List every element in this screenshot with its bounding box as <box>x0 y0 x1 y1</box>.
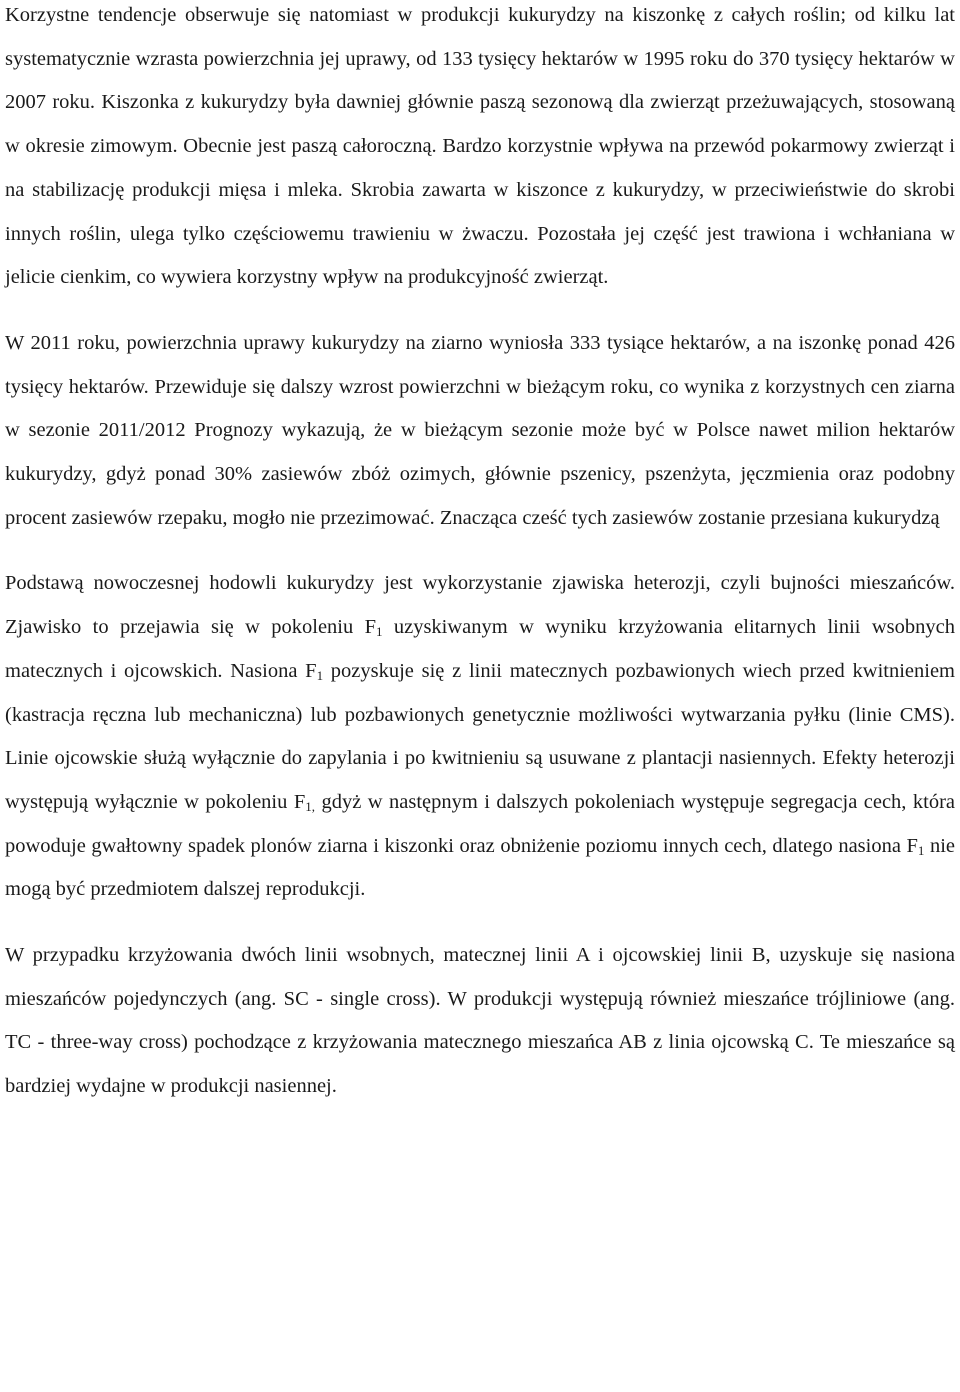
paragraph-text: W 2011 roku, powierzchnia uprawy kukurydzy na ziarno wyniosła 333 tysiące hektarów, a na iszonkę ponad 426 tysięcy hektarów. Przewiduje się dalszy wzrost powierzchni w bieżącym roku, co wynika z korzystnych cen ziarna w sezonie 2011/2012 Prognozy wykazują, że w bieżącym sezonie może być w Polsce nawet milion hektarów kukurydzy, gdyż ponad 30% zasiewów zbóż ozimych, głównie pszenicy, pszenżyta, jęczmienia oraz podobny procent zasiewów rzepaku, mogło nie przezimować. Znacząca cześć tych zasiewów zostanie przesiana kukurydzą <box>5 331 955 529</box>
paragraph-text: Podstawą nowoczesnej hodowli kukurydzy jest wykorzystanie zjawiska heterozji, czyli bujności mieszańców. Zjawisko to przejawia się w pokoleniu F <box>5 572 955 639</box>
subscript-f1: 1, <box>305 798 315 814</box>
paragraph-text: W przypadku krzyżowania dwóch linii wsobnych, matecznej linii A i ojcowskiej linii B, uzyskuje się nasiona mieszańców pojedynczych (ang. SC - single cross). W produkcji występują również mieszańce trójliniowe (ang. TC - three-way cross) pochodzące z krzyżowania matecznego mieszańca AB z linia ojcowską C. Te mieszańce są bardziej wydajne w produkcji nasiennej. <box>5 944 955 1098</box>
paragraph-text: Korzystne tendencje obserwuje się natomiast w produkcji kukurydzy na kiszonkę z całych roślin; od kilku lat systematycznie wzrasta powierzchnia jej uprawy, od 133 tysięcy hektarów w 1995 roku do 370 tysięcy hektarów w 2007 roku. Kiszonka z kukurydzy była dawniej głównie paszą sezonową dla zwierząt przeżuwających, stosowaną w okresie zimowym. Obecnie jest paszą całoroczną. Bardzo korzystnie wpływa na przewód pokarmowy zwierząt i na stabilizację produkcji mięsa i mleka. Skrobia zawarta w kiszonce z kukurydzy, w przeciwieństwie do skrobi innych roślin, ulega tylko częściowemu trawieniu w żwaczu. Pozostała jej część jest trawiona i wchłaniana w jelicie cienkim, co wywiera korzystny wpływ na produkcyjność zwierząt. <box>5 4 955 289</box>
paragraph-text: pozyskuje się z linii matecznych pozbawionych wiech przed kwitnieniem (kastracja ręczna lub mechaniczna) lub pozbawionych genetycznie możliwości wytwarzania pyłku (linie CMS). Linie ojcowskie służą wyłącznie do zapylania i po kwitnieniu są usuwane z plantacji nasiennych. Efekty heterozji występują wyłącznie w pokoleniu F <box>5 659 955 813</box>
paragraph-crossing <box>5 934 955 1109</box>
subscript-f1: 1 <box>917 842 925 858</box>
subscript-f1: 1 <box>316 667 324 683</box>
paragraph-text: uzyskiwanym w wyniku krzyżowania elitarnych linii wsobnych matecznych i ojcowskich. Nasiona F <box>5 616 955 682</box>
paragraph-text: nie mogą być przedmiotem dalszej reprodukcji. <box>5 834 956 901</box>
paragraph-acreage-2011 <box>5 322 955 541</box>
paragraph-silage <box>5 0 955 300</box>
subscript-f1: 1 <box>376 624 383 640</box>
paragraph-heterosis <box>5 562 955 912</box>
paragraph-text: gdyż w następnym i dalszych pokoleniach występuje segregacja cech, która powoduje gwałtowny spadek plonów ziarna i kiszonki oraz obniżenie poziomu innych cech, dlatego nasiona F <box>5 790 955 857</box>
